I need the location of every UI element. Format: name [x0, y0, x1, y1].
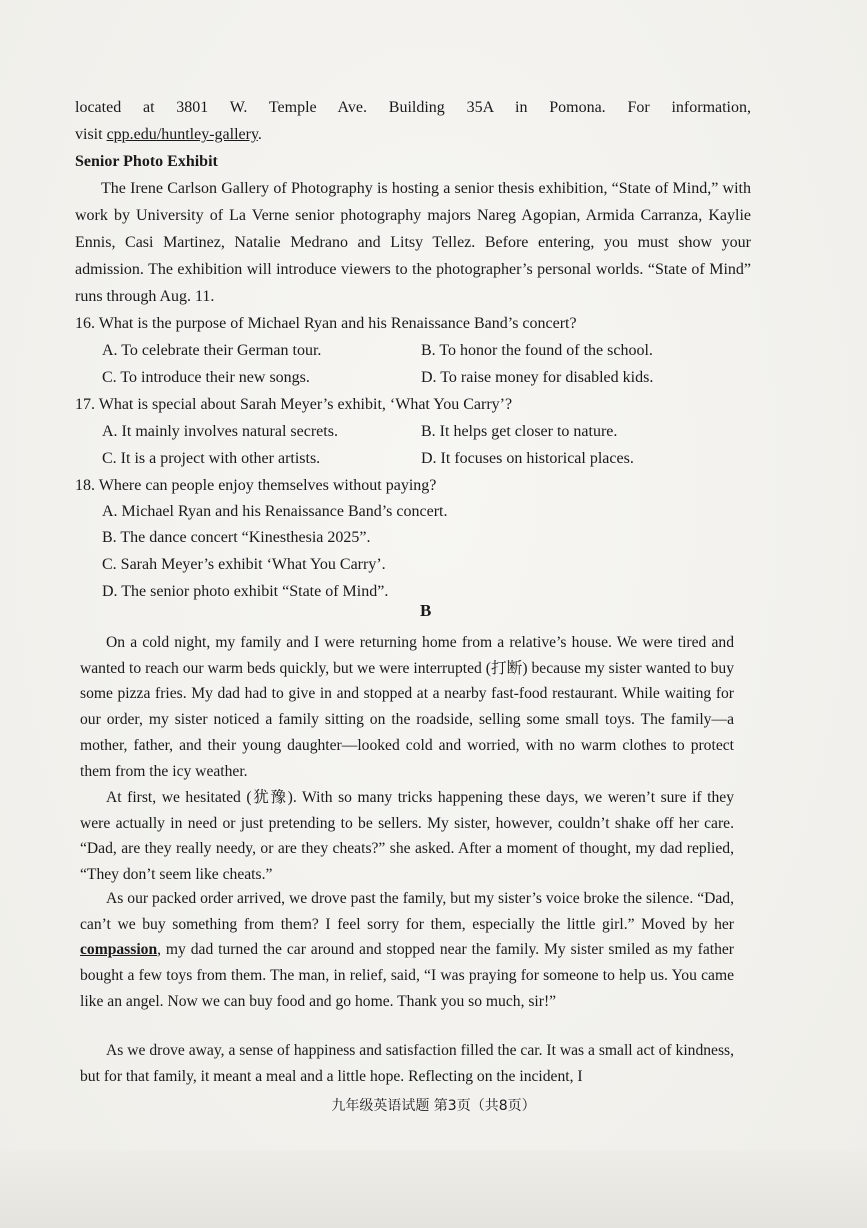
senior-exhibit-text: The Irene Carlson Gallery of Photography is hosting a senior thesis exhibition, “State of Mind,” with work by University of La Verne senior photography majors Nareg Agopian, Armida Carranza, Kaylie Ennis, Casi Martinez, Natalie Medrano and Litsy Tellez. Before entering, you must show your admission. The exhibition will introduce viewers to the photographer’s personal worlds. “State of Mind” runs through Aug. 11. — [75, 180, 751, 305]
page-footer: 九年级英语试题 第3页（共8页） — [331, 1098, 536, 1114]
passage-b-paragraph-2: At first, we hesitated (犹豫). With so many tricks happening these days, we weren’t sure if they were actually in need or just pretending to be sellers. My sister, however, couldn’t shake off her care. “Dad, are they really needy, or are they cheats?” she asked. After a moment of thought, my dad replied, “They don’t seem like cheats.” — [80, 789, 734, 884]
p3-after: , my dad turned the car around and stopped near the family. My sister smiled as my father bought a few toys from them. The man, in relief, said, “I was praying for someone to help us. You came like an angel. Now we can buy food and go home. Thank you so much, sir!” — [80, 941, 734, 1010]
q18-option-b: B. The dance concert “Kinesthesia 2025”. — [102, 529, 371, 546]
question-17: 17. What is special about Sarah Meyer’s exhibit, ‘What You Carry’? — [75, 396, 513, 413]
q18-option-a: A. Michael Ryan and his Renaissance Band’s concert. — [102, 503, 448, 520]
q17-option-c: C. It is a project with other artists. — [102, 450, 321, 467]
q16-option-b: B. To honor the found of the school. — [421, 342, 653, 359]
gallery-link[interactable]: cpp.edu/huntley-gallery — [106, 126, 258, 143]
q18-option-d: D. The senior photo exhibit “State of Mind”. — [102, 583, 389, 600]
q16-option-c: C. To introduce their new songs. — [102, 369, 310, 386]
passage-b-paragraph-4: As we drove away, a sense of happiness and satisfaction filled the car. It was a small act of kindness, but for that family, it meant a meal and a little hope. Reflecting on the incident, I — [80, 1042, 734, 1085]
q17-option-b: B. It helps get closer to nature. — [421, 423, 618, 440]
q16-option-d: D. To raise money for disabled kids. — [421, 369, 654, 386]
visit-prefix: visit — [75, 126, 107, 143]
intro-line: located at 3801 W. Temple Ave. Building 35A in Pomona. For information, — [75, 99, 751, 116]
question-18: 18. Where can people enjoy themselves without paying? — [75, 477, 437, 494]
intro-visit-line — [75, 121, 751, 148]
passage-b-paragraph-1: On a cold night, my family and I were returning home from a relative’s house. We were tired and wanted to reach our warm beds quickly, but we were interrupted (打断) because my sister wanted to buy some pizza fries. My dad had to give in and stopped at a nearby fast-food restaurant. While waiting for our order, my sister noticed a family sitting on the roadside, selling some small toys. The family—a mother, father, and their young daughter—looked cold and worried, with no warm clothes to protect them from the icy weather. — [80, 634, 734, 780]
q16-option-a: A. To celebrate their German tour. — [102, 342, 322, 359]
passage-b-paragraph-3 — [80, 886, 734, 1015]
q17-option-d: D. It focuses on historical places. — [421, 450, 634, 467]
link-suffix: . — [257, 126, 262, 143]
compassion-word: compassion — [80, 941, 158, 959]
scan-bottom-band — [0, 1150, 867, 1228]
q17-option-a: A. It mainly involves natural secrets. — [102, 423, 338, 440]
senior-exhibit-heading: Senior Photo Exhibit — [75, 153, 218, 170]
p3-before: As our packed order arrived, we drove past the family, but my sister’s voice broke the silence. “Dad, can’t we buy something from them? I feel sorry for them, especially the little girl.” Moved by her — [80, 890, 734, 933]
section-b-letter: B — [420, 601, 432, 620]
q18-option-c: C. Sarah Meyer’s exhibit ‘What You Carry’. — [102, 556, 386, 573]
question-16: 16. What is the purpose of Michael Ryan and his Renaissance Band’s concert? — [75, 315, 577, 332]
